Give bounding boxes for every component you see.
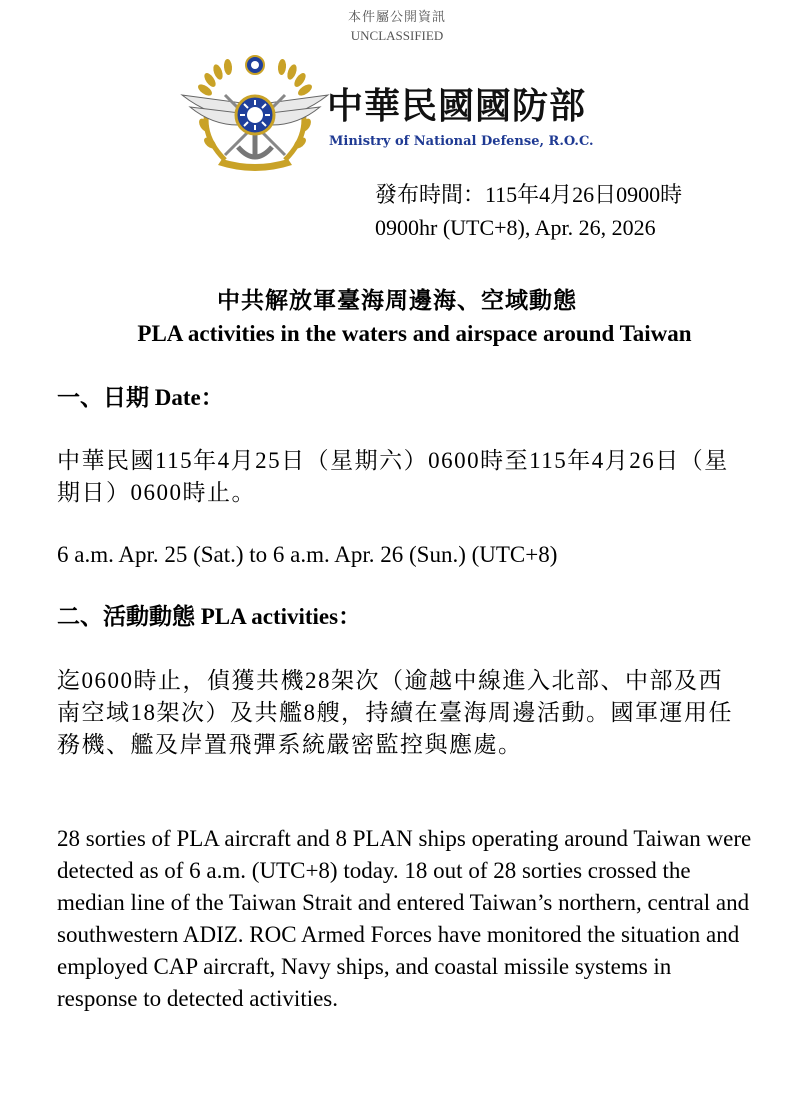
section-date-heading: 一、日期 Date： bbox=[57, 385, 224, 410]
release-time-en: 0900hr (UTC+8), Apr. 26, 2026 bbox=[375, 215, 656, 240]
classification-zh: 本件屬公開資訊 bbox=[347, 9, 446, 24]
section-activities-text-zh: 迄0600時止，偵獲共機28架次（逾越中線進入北部、中部及西南空域18架次）及共艦8艘，持續在臺海周邊活動。國軍運用任務機、艦及岸置飛彈系統嚴密監控與應處。 bbox=[57, 668, 733, 757]
ministry-name-zh: 中華民國國防部 bbox=[327, 86, 587, 127]
section-date-text-zh: 中華民國115年4月25日（星期六）0600時至115年4月26日（星期日）0600時止。 bbox=[57, 448, 729, 505]
section-activities-text-en: 28 sorties of PLA aircraft and 8 PLAN ships operating around Taiwan were detected as of 6 a.m. (UTC+8) today. 18 out of 28 sorties crossed the median line of the Taiwan Strait and entered Taiwan’s northern, central and southwestern ADIZ. ROC Armed Forces have monitored the situation and employed CAP aircraft, Navy ships, and coastal missile systems in response to detected activities. bbox=[57, 826, 752, 1011]
release-time-zh: 發布時間：115年4月26日0900時 bbox=[375, 182, 683, 207]
section-date-text-en: 6 a.m. Apr. 25 (Sat.) to 6 a.m. Apr. 26 (Sun.) (UTC+8) bbox=[57, 542, 558, 567]
ministry-name-en: Ministry of National Defense, R.O.C. bbox=[329, 134, 594, 149]
classification-en: UNCLASSIFIED bbox=[350, 28, 444, 43]
document-title-zh: 中共解放軍臺海周邊海、空域動態 bbox=[217, 288, 577, 313]
mnd-emblem-icon bbox=[180, 55, 330, 173]
section-activities-heading: 二、活動動態 PLA activities： bbox=[57, 604, 362, 629]
document-title-en: PLA activities in the waters and airspace around Taiwan bbox=[137, 321, 692, 346]
